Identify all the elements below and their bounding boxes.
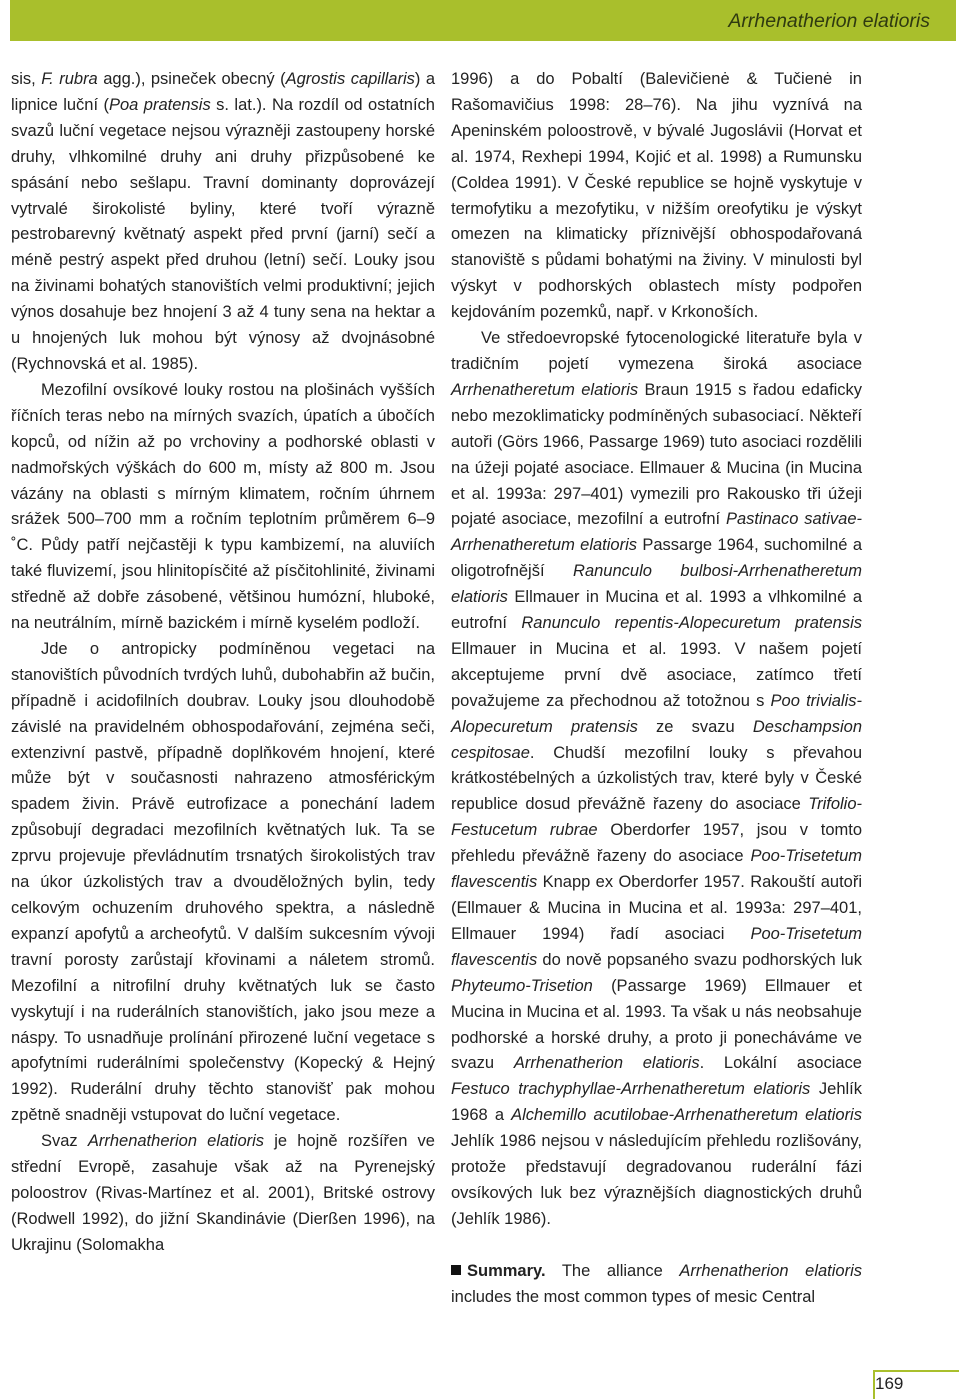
italic-text: Ranunculo repentis-Alopecuretum pratensis: [521, 614, 862, 633]
text-run: Ellmauer in Mucina et al. 1993. V našem pojetí akceptujeme první dvě asociace, zatímco třetí považujeme za přechodnou až totožnou s: [451, 639, 862, 710]
italic-text: Arrhenatherion elatioris: [87, 1132, 265, 1151]
text-run: Ve středoevropské fytocenologické literatuře byla v tradičním pojetí vymezena široká asociace: [451, 329, 862, 373]
paragraph: [11, 1129, 435, 1259]
italic-text: Deschampsion cespitosae: [451, 717, 862, 762]
italic-text: Poo-Trisetetum flavescentis: [451, 924, 862, 969]
left-column: [11, 67, 435, 1259]
text-run: 1996) a do Pobaltí (Balevičienė & Tučienė in Rašomavičius 1998: 28–76). Na jihu vyznívá na Apeninském poloostrově, v bývalé Jugoslávii (Horvat et al. 1974, Rexhepi 1994, Kojić et al. 1998) a Rumunsku (Coldea 1991). V České republice se hojně vyskytuje v termofytiku a mezofytiku, v nižším oreofytiku je výskyt omezen na klimaticky příznivější obhospodařovaná stanoviště s půdami bohatými na živiny. V minulosti byl výskyt v podhorských oblastech místy podpořen kejdováním pozemků, např. v Krkonoších.: [451, 70, 862, 322]
text-run: Jehlík 1986 nejsou v následujícím přehledu rozlišovány, protože představují degradovanou ruderální fázi ovsíkových luk bez výraznějších diagnostických druhů (Jehlík 1986).: [451, 1132, 862, 1228]
paragraph: [11, 378, 435, 637]
text-run: ,: [31, 70, 42, 88]
text-run: do nově popsaného svazu podhorských luk: [537, 950, 862, 969]
header-bar: [10, 0, 956, 41]
paragraph: [451, 67, 862, 326]
italic-text: Alchemillo acutilobae-Arrhenatheretum elatioris: [511, 1106, 862, 1125]
italic-text: Poo-Trisetetum flavescentis: [451, 847, 862, 892]
text-run: Ellmauer in Mucina et al. 1993 a vlhkomilné a eutrofní: [451, 588, 862, 633]
italic-text: Poo trivialis-Alopecuretum pratensis: [451, 691, 862, 736]
italic-text: Arrhenatheretum elatioris: [451, 380, 639, 399]
paragraph: [11, 637, 435, 1129]
running-title: Arrhenatherion elatioris: [728, 10, 930, 32]
text-run: Knapp ex Oberdorfer 1957. Rakouští autoři (Ellmauer & Mucina in Mucina et al. 1993a: 297–401, Ellmauer 1994) řadí asociaci: [451, 873, 862, 943]
text-run: Jde o antropicky podmíněnou vegetaci na stanovištích původních tvrdých luhů, dubohabřin až bučin, případně i acidofilních doubrav. Louky jsou dlouhodobě závislé na pravidelném obhospodařování, zejména seči, extenzivní pastvě, případně doplňkovém hnojení, které může být v současnosti nahrazeno atmosférickým spadem živin. Právě eutrofizace a ponechání ladem způsobují degradaci mezofilních květnatých luk. Ta se zprvu projevuje převládnutím trsnatých širokolistých trav na úkor úzkolistých trav a dvouděložných bylin, tedy celkovým ochuzením druhového spektra, a následně expanzí apofytů a archeofytů. V dalším sukcesním vývoji travní porosty zarůstají křovinami a náletem stromů. Mezofilní a nitrofilní druhy květnatých luk se často vyskytují i na ruderálních stanovištích, jako jsou meze a náspy. To usnadňuje prolínání přirozené luční vegetace s apofytními ruderálními společenstvy (Kopecký & Hejný 1992). Ruderální druhy těchto stanovišť pak mohou zpětně snadněji vstupovat do luční vegetace.: [11, 639, 435, 1125]
text-run: ) a lipnice luční (: [11, 70, 436, 114]
paragraph: [451, 326, 862, 1233]
bold-text: Summary.: [467, 1261, 546, 1280]
italic-text: Festuco trachyphyllae-Arrhenatheretum elatioris: [451, 1080, 811, 1099]
text-run: . Chudší mezofilní louky s převahou krátkostébelných a úzkolistých trav, které byly v České republice dosud převážně řazeny do asociace: [451, 743, 862, 814]
text-run: Svaz: [41, 1132, 88, 1151]
text-run: ze svazu: [637, 717, 753, 736]
page-number: 169: [875, 1374, 904, 1393]
text-run: agg.), psineček obecný (: [97, 70, 286, 88]
italic-text: Trifolio-Festucetum rubrae: [451, 795, 862, 840]
text-run: (Passarge 1969) Ellmauer et Mucina in Mucina et al. 1993. Ta však u nás neobsahuje podhorské a horské druhy, a proto ji ponecháváme ve svazu: [451, 976, 862, 1073]
italic-text: Arrhenatherion elatioris: [679, 1261, 862, 1280]
italic-text: Ranunculo bulbosi-Arrhenatheretum elatioris: [451, 562, 862, 607]
square-bullet-icon: [451, 1265, 461, 1275]
italic-text: Arrhenatherion elatioris: [513, 1054, 700, 1073]
text-run: Passarge 1964, suchomilné a oligotrofnější: [451, 536, 862, 581]
italic-text: Phyteumo-Trisetion: [451, 976, 593, 995]
italic-text: Pastinaco sativae-Arrhenatheretum elatioris: [451, 510, 862, 555]
text-run: The alliance: [545, 1261, 680, 1280]
paragraph: [11, 67, 435, 378]
right-column: [451, 67, 862, 1311]
text-run: je hojně rozšířen ve střední Evropě, zasahuje však až na Pyrenejský poloostrov (Rivas-Martínez et al. 2001), Britské ostrovy (Rodwell 1992), do jižní Skandinávie (Dierßen 1996), na Ukrajinu (Solomakha: [11, 1132, 435, 1254]
italic-text: Poa pratensis: [108, 95, 211, 114]
italic-text: Agrostis capillaris: [285, 70, 415, 88]
text-run: Oberdorfer 1957, jsou v tomto přehledu převážně řazeny do asociace: [451, 821, 863, 866]
summary-text: [451, 1262, 862, 1306]
summary-paragraph: [451, 1259, 862, 1311]
text-run: Jehlík 1968 a: [451, 1080, 863, 1125]
text-run: Braun 1915 s řadou edaficky nebo mezoklimaticky podmíněných subasociací. Někteří autoři (Görs 1966, Passarge 1969) tuto asociaci rozdělili na úžeji pojaté asociace. Ellmauer & Mucina (in Mucina et al. 1993a: 297–401) vymezili pro Rakousko tři úžeji pojaté asociace, mezofilní a eutrofní: [451, 380, 862, 529]
text-run: s. lat.). Na rozdíl od ostatních svazů luční vegetace nejsou výrazněji zastoupeny horské druhy, vlhkomilné druhy ani druhy přizpůsobené ke spásání nebo sešlapu. Travní dominanty doprovázejí vytrvalé širokolisté byliny, které tvoří výrazně pestrobarevný květnatý aspekt před první (jarní) sečí a méně pestrý aspekt před druhou (letní) sečí. Louky jsou na živinami bohatých stanovištích velmi produktivní; jejich výnos dosahuje bez hnojení 3 až 4 tuny sena na hektar a u hnojených luk mohou být výnosy až dvojnásobné (Rychnovská et al. 1985).: [11, 95, 435, 373]
text-run: . Lokální asociace: [699, 1054, 862, 1073]
text-run: Mezofilní ovsíkové louky rostou na plošinách vyšších říčních teras nebo na mírných svazích, úpatích a úbočích kopců, od nížin až po vrchoviny a podhorské oblasti v nadmořských výškách do 600 m, místy až 800 m. Jsou vázány na oblasti s mírným klimatem, ročním úhrnem srážek 500–700 mm a ročním teplotním průměrem 6–9 ˚C. Půdy patří nejčastěji k typu kambizemí, na aluviích také fluvizemí, jsou hlinitopísčité až písčitohlinité, živinami středně až dobře zásobené, většinou humózní, hluboké, na neutrálním, mírně bazickém i mírně kyselém podloží.: [11, 380, 435, 633]
text-run: sis: [11, 70, 32, 88]
text-run: includes the most common types of mesic Central: [451, 1287, 816, 1306]
italic-text: F. rubra: [41, 70, 98, 88]
